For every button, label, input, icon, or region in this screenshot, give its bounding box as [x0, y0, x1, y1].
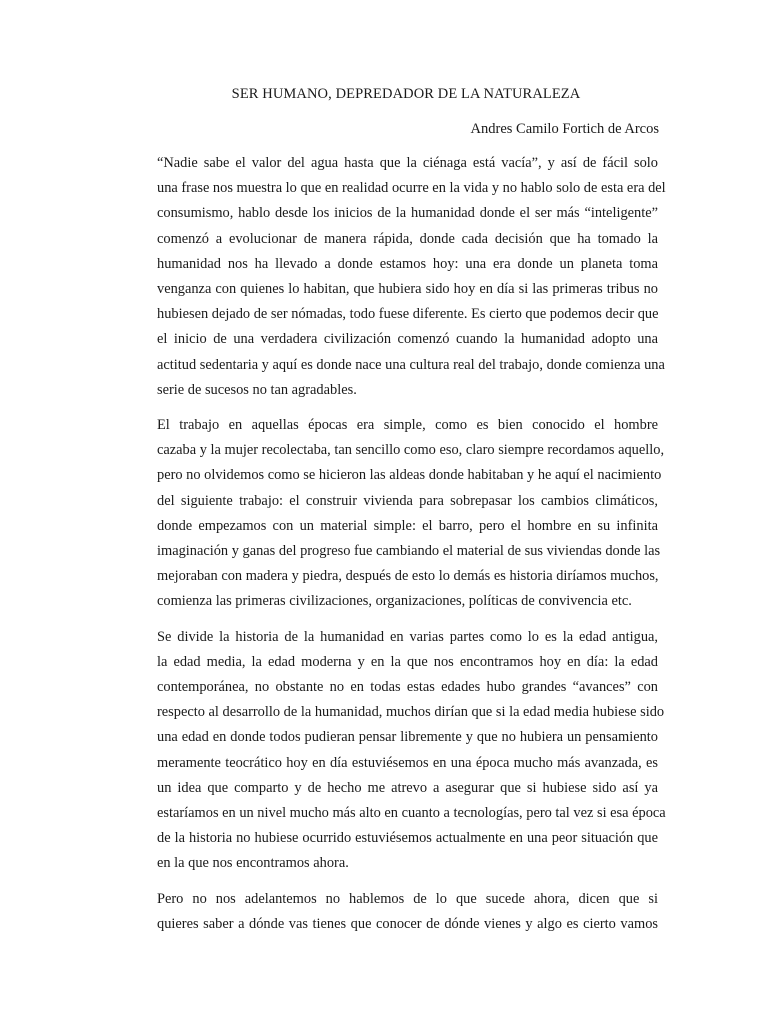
text-line: actitud sedentaria y aquí es donde nace una cultura real del trabajo, donde comienza una	[157, 356, 665, 373]
text-line: comienza las primeras civilizaciones, organizaciones, políticas de convivencia etc.	[157, 593, 632, 610]
paragraph-1	[110, 151, 666, 403]
paragraph-4	[110, 887, 658, 937]
text-line: contemporánea, no obstante no en todas estas edades hubo grandes “avances” con	[157, 679, 658, 696]
text-line: un idea que comparto y de hecho me atrevo a asegurar que si hubiese sido así ya	[157, 779, 658, 796]
text-line: mejoraban con madera y piedra, después de esto lo demás es historia diríamos muchos,	[157, 568, 659, 585]
text-line: en la que nos encontramos ahora.	[157, 855, 349, 872]
text-line: Se divide la historia de la humanidad en varias partes como lo es la edad antigua,	[157, 628, 658, 645]
text-line: una frase nos muestra lo que en realidad ocurre en la vida y no hablo solo de esta era del	[157, 180, 666, 197]
text-line: El trabajo en aquellas épocas era simple, como es bien conocido el hombre	[157, 417, 658, 434]
document-body	[110, 151, 666, 947]
paragraph-2	[110, 413, 665, 615]
text-line: consumismo, hablo desde los inicios de la humanidad donde el ser más “inteligente”	[157, 205, 658, 222]
text-line: imaginación y ganas del progreso fue cambiando el material de sus viviendas donde las	[157, 543, 661, 560]
text-line: del siguiente trabajo: el construir vivienda para sobrepasar los cambios climáticos,	[157, 492, 658, 509]
text-line: la edad media, la edad moderna y en la que nos encontramos hoy en día: la edad	[157, 653, 658, 670]
paragraph-3	[110, 625, 666, 877]
text-line: comenzó a evolucionar de manera rápida, donde cada decisión que ha tomado la	[157, 230, 658, 247]
text-line: Pero no nos adelantemos no hablemos de lo que sucede ahora, dicen que si	[157, 890, 658, 907]
text-line: hubiesen dejado de ser nómadas, todo fuese diferente. Es cierto que podemos decir que	[157, 306, 659, 323]
text-line: humanidad nos ha llevado a donde estamos hoy: una era donde un planeta toma	[157, 255, 658, 272]
text-line: una edad en donde todos pudieran pensar libremente y que no hubiera un pensamiento	[157, 729, 658, 746]
text-line: serie de sucesos no tan agradables.	[157, 381, 357, 398]
text-line: pero no olvidemos como se hicieron las aldeas donde habitaban y he aquí el nacimiento	[157, 467, 662, 484]
text-line: de la historia no hubiese ocurrido estuviésemos actualmente en una peor situación que	[157, 830, 658, 847]
text-line: donde empezamos con un material simple: el barro, pero el hombre en su infinita	[157, 517, 658, 534]
document-title: SER HUMANO, DEPREDADOR DE LA NATURALEZA	[231, 86, 581, 102]
text-line: cazaba y la mujer recolectaba, tan sencillo como eso, claro siempre recordamos aquello,	[157, 442, 665, 459]
text-line: meramente teocrático hoy en día estuviésemos en una época mucho más avanzada, es	[157, 754, 658, 771]
text-line: respecto al desarrollo de la humanidad, muchos dirían que si la edad media hubiese sido	[157, 704, 665, 721]
text-line: “Nadie sabe el valor del agua hasta que la ciénaga está vacía”, y así de fácil solo	[157, 155, 658, 171]
text-line: estaríamos en un nivel mucho más alto en cuanto a tecnologías, pero tal vez si esa época	[157, 805, 666, 822]
document-author: Andres Camilo Fortich de Arcos	[470, 121, 659, 137]
text-line: venganza con quienes lo habitan, que hubiera sido hoy en día si las primeras tribus no	[157, 281, 658, 298]
text-line: quieres saber a dónde vas tienes que conocer de dónde vienes y algo es cierto vamos	[157, 915, 658, 932]
text-line: el inicio de una verdadera civilización comenzó cuando la humanidad adopto una	[157, 331, 658, 348]
